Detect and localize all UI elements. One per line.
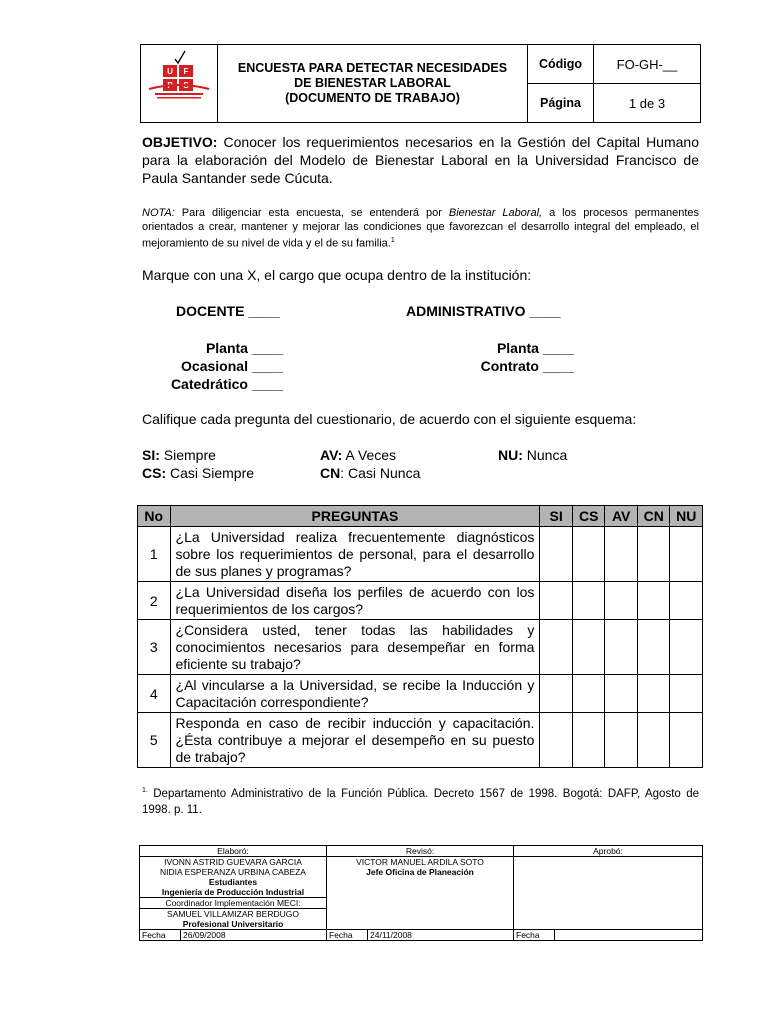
fecha-cell [327, 930, 514, 941]
answer-cell-cs[interactable] [572, 527, 605, 582]
logo-letter: P [167, 81, 173, 90]
fecha-label: Fecha [140, 930, 181, 940]
title-line: (DOCUMENTO DE TRABAJO) [285, 91, 460, 105]
answer-cell-nu[interactable] [670, 527, 703, 582]
signer-name: IVONN ASTRID GUEVARA GARCIA [164, 857, 302, 867]
document-header [140, 44, 701, 123]
pagina-label: Página [528, 84, 594, 123]
answer-cell-nu[interactable] [670, 675, 703, 713]
questions-table [137, 505, 703, 768]
nota-term: Bienestar Laboral, [448, 207, 543, 219]
answer-cell-cn[interactable] [637, 713, 670, 768]
objetivo-label: OBJETIVO: [142, 134, 218, 150]
table-header-row [138, 506, 703, 527]
coordinador-block [140, 909, 327, 930]
answer-cell-nu[interactable] [670, 620, 703, 675]
signer-name: SAMUEL VILLAMIZAR BERDUGO [167, 909, 299, 919]
ufps-logo [141, 45, 218, 123]
escala-label: Siempre [159, 447, 216, 463]
title-line: ENCUESTA PARA DETECTAR NECESIDADES [237, 61, 508, 75]
question-text: ¿La Universidad diseña los perfiles de acuerdo con los requerimientos de los cargos? [170, 582, 540, 620]
objetivo-paragraph [142, 133, 699, 187]
fecha-cell [514, 930, 703, 941]
answer-cell-si[interactable] [540, 582, 573, 620]
escala-code: NU: [498, 447, 523, 463]
table-row [138, 620, 703, 675]
table-row [138, 675, 703, 713]
fecha-value[interactable]: 26/09/2008 [183, 930, 226, 940]
col-header-av: AV [605, 506, 638, 527]
escala-av [320, 447, 396, 463]
fecha-cell [140, 930, 327, 941]
question-number: 4 [138, 675, 171, 713]
escala-si [142, 447, 216, 463]
logo-icon [141, 45, 217, 117]
escala-label: : Casi Nunca [340, 465, 421, 481]
aprobo-label: Aprobó: [514, 846, 703, 857]
escala-instruction: Califique cada pregunta del cuestionario, de acuerdo con el siguiente esquema: [142, 411, 637, 427]
fecha-value[interactable] [555, 930, 703, 940]
escala-cs [142, 465, 254, 481]
question-text: ¿La Universidad realiza frecuentemente diagnósticos sobre los requerimientos de personal, para el desarrollo de sus planes y programas? [170, 527, 540, 582]
question-number: 3 [138, 620, 171, 675]
answer-cell-cs[interactable] [572, 620, 605, 675]
footnote-ref: 1. [142, 787, 148, 794]
table-row [138, 713, 703, 768]
col-header-cn: CN [637, 506, 670, 527]
answer-cell-si[interactable] [540, 675, 573, 713]
escala-cn [320, 465, 420, 481]
signer-name: NIDIA ESPERANZA URBINA CABEZA [160, 867, 306, 877]
answer-cell-cn[interactable] [637, 527, 670, 582]
answer-cell-nu[interactable] [670, 582, 703, 620]
catedratico-option[interactable]: Catedrático ____ [170, 376, 283, 392]
col-header-nu: NU [670, 506, 703, 527]
nota-label: NOTA: [142, 207, 175, 219]
col-header-preguntas: PREGUNTAS [170, 506, 540, 527]
answer-cell-cs[interactable] [572, 675, 605, 713]
answer-cell-cn[interactable] [637, 582, 670, 620]
objetivo-text: Conocer los requerimientos necesarios en la Gestión del Capital Humano para la elaboración del Modelo de Bienestar Laboral en la Universidad Francisco de Paula Santander sede Cúcuta. [142, 134, 699, 186]
contrato-option[interactable]: Contrato ____ [480, 358, 574, 374]
answer-cell-av[interactable] [605, 527, 638, 582]
answer-cell-av[interactable] [605, 620, 638, 675]
logo-letter: U [167, 67, 173, 76]
reviso-block [327, 857, 514, 930]
col-header-si: SI [540, 506, 573, 527]
planta-docente-option[interactable]: Planta ____ [205, 340, 283, 356]
question-number: 2 [138, 582, 171, 620]
elaboro-label: Elaboró: [140, 846, 327, 857]
pagina-value: 1 de 3 [594, 84, 701, 123]
logo-letter: S [183, 81, 189, 90]
escala-code: SI: [142, 447, 160, 463]
escala-label: A Veces [342, 447, 397, 463]
nota-text: a los procesos permanentes orientados a crear, mantener y mejorar las condiciones que favorezcan el desarrollo integral del empleado, el mejoramiento de su nivel de vida y el de su familia. [142, 207, 700, 250]
col-header-cs: CS [572, 506, 605, 527]
signature-table [139, 845, 703, 941]
escala-label: Casi Siempre [166, 465, 255, 481]
signer-role: Profesional Universitario [182, 919, 284, 929]
answer-cell-cs[interactable] [572, 582, 605, 620]
footnote [142, 783, 699, 818]
escala-nu [498, 447, 567, 463]
fecha-label: Fecha [514, 930, 555, 940]
nota-paragraph [142, 206, 699, 251]
signer-role: Estudiantes [208, 877, 258, 887]
codigo-value: FO-GH-__ [594, 45, 701, 84]
codigo-label: Código [528, 45, 594, 84]
answer-cell-cs[interactable] [572, 713, 605, 768]
document-title [218, 45, 528, 123]
ocasional-option[interactable]: Ocasional ____ [181, 358, 283, 374]
answer-cell-av[interactable] [605, 582, 638, 620]
nota-ref: 1 [390, 237, 395, 244]
escala-code: AV: [320, 447, 343, 463]
table-row [138, 527, 703, 582]
title-line: DE BIENESTAR LABORAL [294, 76, 451, 90]
docente-option[interactable]: DOCENTE ____ [176, 303, 280, 319]
coordinador-label: Coordinador Implementación MECI: [140, 898, 327, 909]
escala-code: CN [320, 465, 341, 481]
question-text: ¿Al vincularse a la Universidad, se recibe la Inducción y Capacitación correspondiente? [170, 675, 540, 713]
answer-cell-cn[interactable] [637, 675, 670, 713]
reviso-label: Revisó: [327, 846, 514, 857]
col-header-no: No [138, 506, 171, 527]
table-row [138, 582, 703, 620]
planta-administrativo-option[interactable]: Planta ____ [496, 340, 574, 356]
answer-cell-si[interactable] [540, 527, 573, 582]
fecha-label: Fecha [327, 930, 368, 940]
question-text: ¿Considera usted, tener todas las habilidades y conocimientos necesarios para desempeñar en forma eficiente su trabajo? [170, 620, 540, 675]
question-number: 1 [138, 527, 171, 582]
footnote-text: Departamento Administrativo de la Función Pública. Decreto 1567 de 1998. Bogotá: DAFP, Agosto de 1998. p. 11. [142, 787, 699, 816]
logo-letter: F [183, 67, 189, 76]
answer-cell-si[interactable] [540, 620, 573, 675]
answer-cell-nu[interactable] [670, 713, 703, 768]
signer-role: Ingeniería de Producción Industrial [161, 887, 305, 897]
aprobo-block [514, 857, 703, 930]
signer-name: VICTOR MANUEL ARDILA SOTO [356, 857, 484, 867]
escala-code: CS: [142, 465, 167, 481]
question-text: Responda en caso de recibir inducción y capacitación. ¿Ésta contribuye a mejorar el desempeño en su puesto de trabajo? [170, 713, 540, 768]
answer-cell-si[interactable] [540, 713, 573, 768]
elaboro-block [140, 857, 327, 898]
nota-text: Para diligenciar esta encuesta, se entenderá por [174, 207, 449, 219]
cargo-instruction: Marque con una X, el cargo que ocupa dentro de la institución: [142, 267, 532, 283]
answer-cell-av[interactable] [605, 675, 638, 713]
signer-role: Jefe Oficina de Planeación [366, 867, 474, 877]
escala-label: Nunca [522, 447, 568, 463]
answer-cell-cn[interactable] [637, 620, 670, 675]
fecha-value[interactable]: 24/11/2008 [370, 930, 412, 940]
answer-cell-av[interactable] [605, 713, 638, 768]
question-number: 5 [138, 713, 171, 768]
administrativo-option[interactable]: ADMINISTRATIVO ____ [406, 303, 561, 319]
